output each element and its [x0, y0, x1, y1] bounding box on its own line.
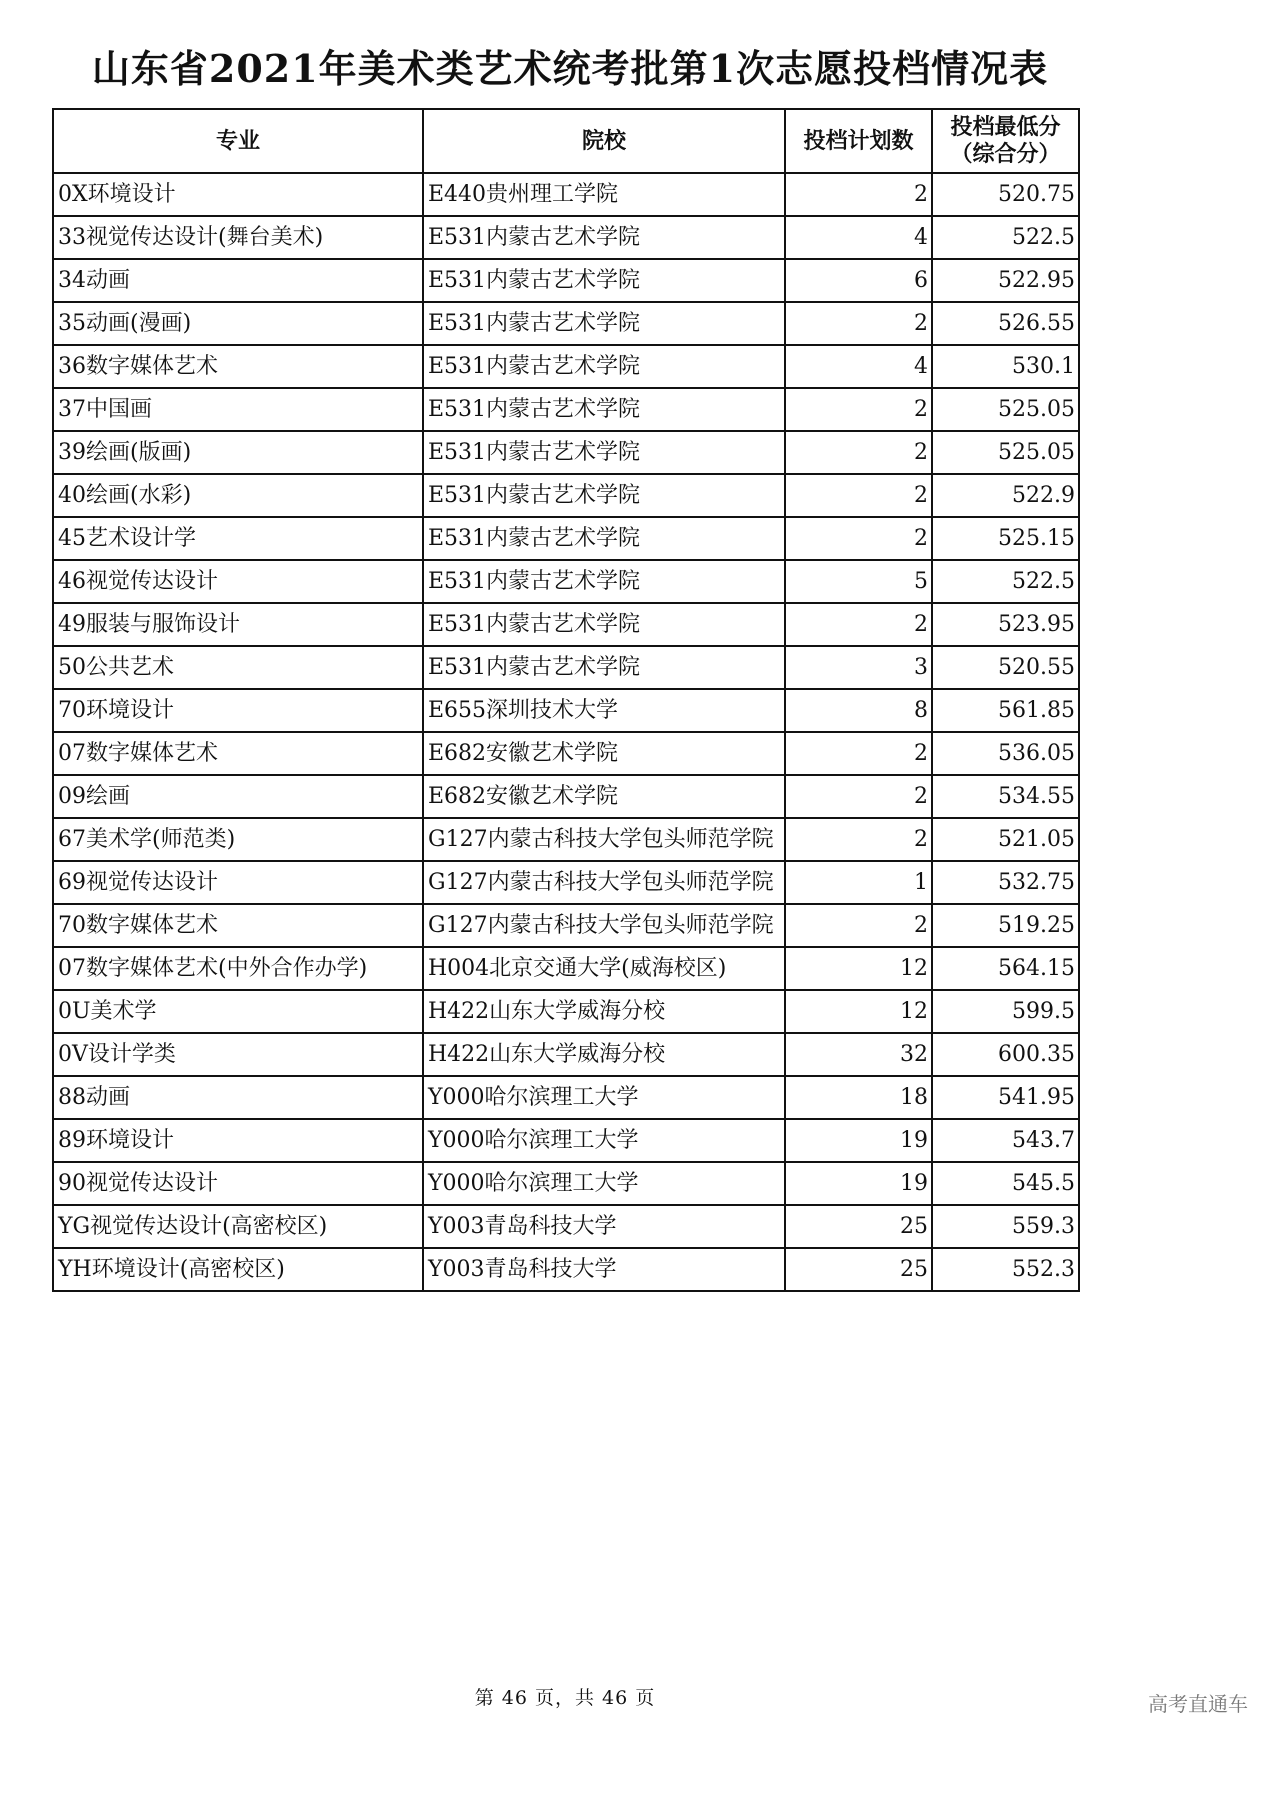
cell-min-score: 564.15	[932, 947, 1079, 990]
cell-school: E531内蒙古艺术学院	[423, 216, 785, 259]
cell-major: 39绘画(版画)	[53, 431, 423, 474]
cell-major: 07数字媒体艺术	[53, 732, 423, 775]
table-row	[53, 259, 1079, 302]
cell-plan: 18	[785, 1076, 932, 1119]
cell-plan: 5	[785, 560, 932, 603]
cell-school: E531内蒙古艺术学院	[423, 560, 785, 603]
cell-min-score: 530.1	[932, 345, 1079, 388]
cell-school: E531内蒙古艺术学院	[423, 345, 785, 388]
cell-plan: 2	[785, 775, 932, 818]
cell-major: 50公共艺术	[53, 646, 423, 689]
header-school: 院校	[423, 109, 785, 173]
cell-min-score: 519.25	[932, 904, 1079, 947]
table-row	[53, 990, 1079, 1033]
table-row	[53, 345, 1079, 388]
table-row	[53, 431, 1079, 474]
table-row	[53, 216, 1079, 259]
cell-plan: 2	[785, 603, 932, 646]
cell-plan: 12	[785, 947, 932, 990]
table-row	[53, 689, 1079, 732]
cell-plan: 2	[785, 904, 932, 947]
cell-major: 09绘画	[53, 775, 423, 818]
cell-min-score: 600.35	[932, 1033, 1079, 1076]
cell-major: 88动画	[53, 1076, 423, 1119]
table-row	[53, 603, 1079, 646]
cell-school: E531内蒙古艺术学院	[423, 388, 785, 431]
cell-major: 36数字媒体艺术	[53, 345, 423, 388]
table-row	[53, 1076, 1079, 1119]
cell-min-score: 526.55	[932, 302, 1079, 345]
cell-major: 35动画(漫画)	[53, 302, 423, 345]
cell-plan: 1	[785, 861, 932, 904]
cell-plan: 2	[785, 517, 932, 560]
cell-major: 89环境设计	[53, 1119, 423, 1162]
cell-plan: 2	[785, 818, 932, 861]
cell-plan: 2	[785, 173, 932, 216]
header-min-score	[932, 109, 1079, 173]
table-row	[53, 1248, 1079, 1291]
cell-min-score: 534.55	[932, 775, 1079, 818]
cell-major: 07数字媒体艺术(中外合作办学)	[53, 947, 423, 990]
table-row	[53, 1205, 1079, 1248]
cell-major: 67美术学(师范类)	[53, 818, 423, 861]
cell-school: H422山东大学威海分校	[423, 990, 785, 1033]
cell-school: E682安徽艺术学院	[423, 775, 785, 818]
cell-school: G127内蒙古科技大学包头师范学院	[423, 818, 785, 861]
table-row	[53, 560, 1079, 603]
cell-plan: 8	[785, 689, 932, 732]
table-row	[53, 1162, 1079, 1205]
cell-plan: 12	[785, 990, 932, 1033]
cell-min-score: 552.3	[932, 1248, 1079, 1291]
cell-major: 70环境设计	[53, 689, 423, 732]
cell-school: E531内蒙古艺术学院	[423, 517, 785, 560]
cell-plan: 4	[785, 216, 932, 259]
table-row	[53, 302, 1079, 345]
cell-school: E531内蒙古艺术学院	[423, 259, 785, 302]
cell-min-score: 520.55	[932, 646, 1079, 689]
admission-table	[52, 108, 1080, 1292]
cell-min-score: 599.5	[932, 990, 1079, 1033]
cell-school: Y003青岛科技大学	[423, 1205, 785, 1248]
cell-min-score: 541.95	[932, 1076, 1079, 1119]
table-row	[53, 732, 1079, 775]
cell-plan: 6	[785, 259, 932, 302]
cell-major: 33视觉传达设计(舞台美术)	[53, 216, 423, 259]
table-row	[53, 517, 1079, 560]
cell-min-score: 520.75	[932, 173, 1079, 216]
cell-school: E440贵州理工学院	[423, 173, 785, 216]
cell-min-score: 522.9	[932, 474, 1079, 517]
table-row	[53, 474, 1079, 517]
table-row	[53, 646, 1079, 689]
cell-plan: 3	[785, 646, 932, 689]
table-body	[53, 173, 1079, 1291]
cell-school: E531内蒙古艺术学院	[423, 603, 785, 646]
page-number: 第 46 页，共 46 页	[474, 1687, 656, 1709]
cell-min-score: 561.85	[932, 689, 1079, 732]
cell-plan: 19	[785, 1162, 932, 1205]
cell-school: Y000哈尔滨理工大学	[423, 1162, 785, 1205]
cell-major: 0X环境设计	[53, 173, 423, 216]
cell-plan: 2	[785, 474, 932, 517]
cell-major: 46视觉传达设计	[53, 560, 423, 603]
cell-school: E531内蒙古艺术学院	[423, 431, 785, 474]
cell-major: 37中国画	[53, 388, 423, 431]
cell-major: 34动画	[53, 259, 423, 302]
cell-plan: 2	[785, 431, 932, 474]
header-min-score-line2: （综合分）	[950, 142, 1061, 167]
header-major: 专业	[53, 109, 423, 173]
cell-min-score: 536.05	[932, 732, 1079, 775]
table-header-row	[53, 109, 1079, 173]
table-row	[53, 1119, 1079, 1162]
watermark: 高考直通车	[1148, 1692, 1248, 1716]
cell-plan: 32	[785, 1033, 932, 1076]
cell-school: E531内蒙古艺术学院	[423, 646, 785, 689]
cell-min-score: 521.05	[932, 818, 1079, 861]
cell-major: YH环境设计(高密校区)	[53, 1248, 423, 1291]
table-row	[53, 775, 1079, 818]
cell-major: 70数字媒体艺术	[53, 904, 423, 947]
cell-school: G127内蒙古科技大学包头师范学院	[423, 904, 785, 947]
cell-min-score: 559.3	[932, 1205, 1079, 1248]
table-row	[53, 388, 1079, 431]
cell-school: E531内蒙古艺术学院	[423, 302, 785, 345]
cell-min-score: 525.05	[932, 388, 1079, 431]
cell-school: E531内蒙古艺术学院	[423, 474, 785, 517]
cell-min-score: 525.05	[932, 431, 1079, 474]
cell-min-score: 545.5	[932, 1162, 1079, 1205]
cell-min-score: 523.95	[932, 603, 1079, 646]
cell-school: H004北京交通大学(威海校区)	[423, 947, 785, 990]
table-row	[53, 1033, 1079, 1076]
cell-plan: 4	[785, 345, 932, 388]
cell-major: 0U美术学	[53, 990, 423, 1033]
cell-major: 0V设计学类	[53, 1033, 423, 1076]
table-row	[53, 861, 1079, 904]
cell-min-score: 543.7	[932, 1119, 1079, 1162]
cell-plan: 25	[785, 1248, 932, 1291]
header-min-score-line1: 投档最低分	[950, 115, 1061, 140]
table-row	[53, 173, 1079, 216]
cell-min-score: 522.5	[932, 560, 1079, 603]
cell-school: G127内蒙古科技大学包头师范学院	[423, 861, 785, 904]
cell-plan: 2	[785, 388, 932, 431]
cell-major: 69视觉传达设计	[53, 861, 423, 904]
header-plan: 投档计划数	[785, 109, 932, 173]
cell-school: Y003青岛科技大学	[423, 1248, 785, 1291]
cell-school: Y000哈尔滨理工大学	[423, 1076, 785, 1119]
cell-major: 90视觉传达设计	[53, 1162, 423, 1205]
table-row	[53, 818, 1079, 861]
cell-major: 40绘画(水彩)	[53, 474, 423, 517]
table-row	[53, 947, 1079, 990]
cell-plan: 25	[785, 1205, 932, 1248]
cell-plan: 19	[785, 1119, 932, 1162]
cell-min-score: 525.15	[932, 517, 1079, 560]
cell-school: Y000哈尔滨理工大学	[423, 1119, 785, 1162]
cell-school: E655深圳技术大学	[423, 689, 785, 732]
cell-school: H422山东大学威海分校	[423, 1033, 785, 1076]
cell-major: 45艺术设计学	[53, 517, 423, 560]
cell-min-score: 522.5	[932, 216, 1079, 259]
cell-min-score: 532.75	[932, 861, 1079, 904]
cell-min-score: 522.95	[932, 259, 1079, 302]
cell-school: E682安徽艺术学院	[423, 732, 785, 775]
cell-major: YG视觉传达设计(高密校区)	[53, 1205, 423, 1248]
cell-plan: 2	[785, 732, 932, 775]
page-title: 山东省2021年美术类艺术统考批第1次志愿投档情况表	[91, 46, 1049, 91]
cell-major: 49服装与服饰设计	[53, 603, 423, 646]
cell-plan: 2	[785, 302, 932, 345]
table-row	[53, 904, 1079, 947]
